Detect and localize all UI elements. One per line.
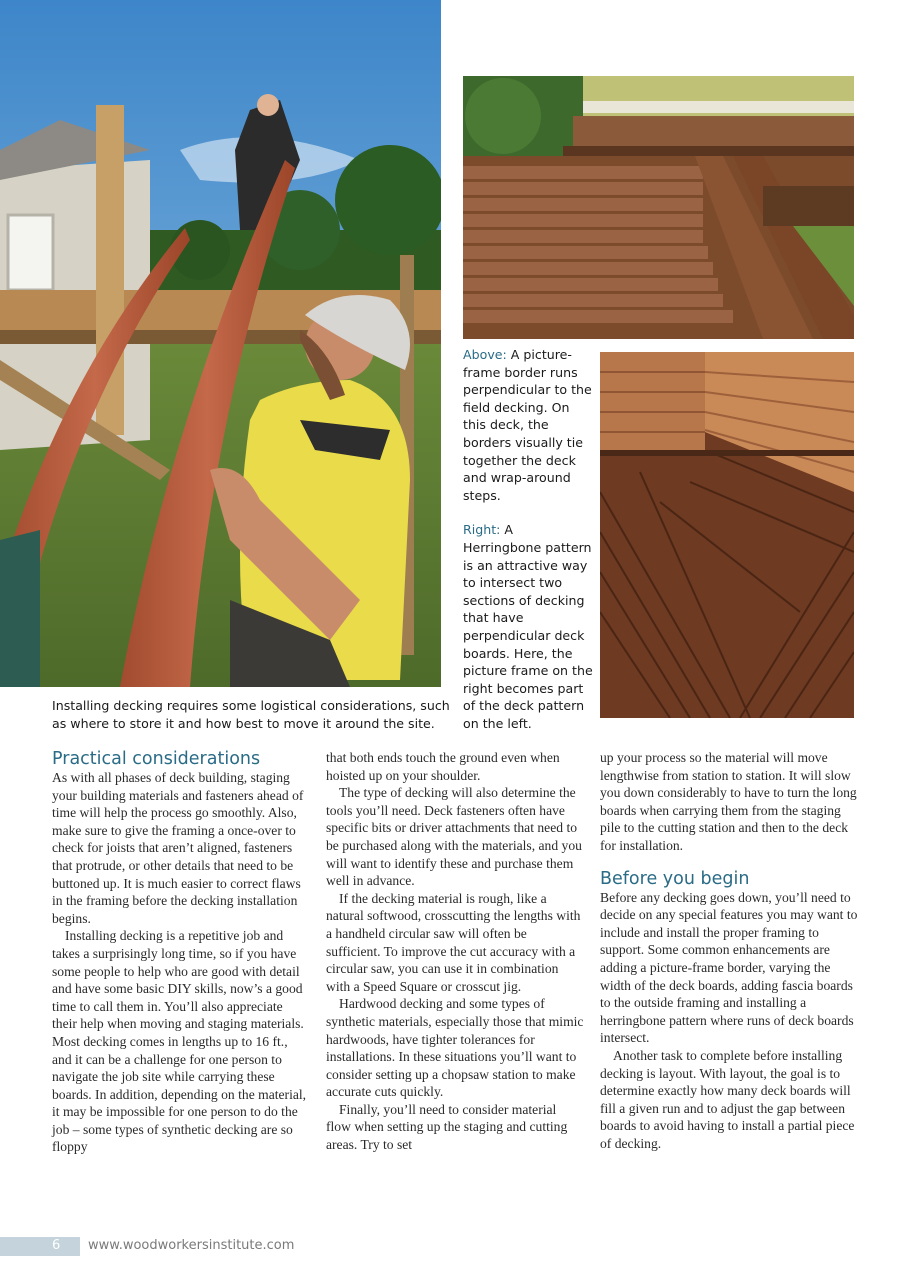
photo-picture-frame-deck [463, 76, 854, 339]
caption-right-lead: Right: [463, 522, 501, 538]
caption-above-lead: Above: [463, 347, 507, 362]
paragraph: Another task to complete before installing decking is layout. With layout, the goal is to determine exactly how many deck boards will fill a given run and to adjust the gap between boards to avoid having to install a partial piece of decking. [600, 1047, 855, 1151]
paragraph: As with all phases of deck building, staging your building materials and fasteners ahead of time will help the process go smoothly. Also, make sure to give the framing a once-over to check for joists that aren’t aligned, fasteners that protrude, or other details that need to be buttoned up. It is much easier to correct flaws in the framing before the decking installation begins. [52, 770, 304, 926]
article-column-3 [600, 749, 858, 1152]
caption-above [463, 346, 595, 504]
caption-right-photo [463, 521, 595, 732]
article-column-2 [326, 749, 584, 1154]
main-photo-caption: Installing decking requires some logistical considerations, such as where to store it and how best to move it around the site. [52, 698, 450, 731]
paragraph: Hardwood decking and some types of synthetic materials, especially those that mimic hardwoods, have tighter tolerances for installations. In these situations you’ll want to consider setting up a chopsaw station to make accurate cuts quickly. [326, 996, 584, 1100]
paragraph: that both ends touch the ground even when hoisted up on your shoulder. [326, 750, 560, 783]
paragraph: Finally, you’ll need to consider material flow when setting up the staging and cutting areas. Try to set [326, 1101, 568, 1153]
footer-page-tab [0, 1237, 80, 1256]
article-column-1 [52, 749, 310, 1156]
heading-practical-considerations: Practical considerations [52, 749, 261, 769]
caption-above-text: A picture-frame border runs perpendicular to the field decking. On this deck, the borders visually tie together the deck and wrap-around steps. [463, 347, 592, 503]
right-photos-caption [463, 346, 595, 732]
paragraph: The type of decking will also determine the tools you’ll need. Deck fasteners often have specific bits or driver attachments that need to be purchased along with the materials, and you will want to identify these and purchase them well in advance. [326, 785, 582, 889]
heading-before-you-begin: Before you begin [600, 868, 750, 889]
photo-herringbone-deck [600, 352, 854, 718]
page-number: 6 [52, 1238, 61, 1253]
paragraph: If the decking material is rough, like a natural softwood, crosscutting the lengths with a handheld circular saw will often be sufficient. To improve the cut accuracy with a circular saw, you can use it in combination with a Speed Square or crosscut jig. [326, 890, 581, 994]
paragraph: Installing decking is a repetitive job and takes a surprisingly long time, so if you have some people to help who are good with detail and have some basic DIY skills, now’s a good time to call them in. You’ll also appreciate their help when moving and staging materials. Most decking comes in lengths up to 16 ft., and it can be a challenge for one person to navigate the job site while carrying these boards. In addition, depending on the material, it may be impossible for one person to do the job – some types of synthetic decking are so floppy [52, 928, 307, 1155]
footer-website-link[interactable]: www.woodworkersinstitute.com [88, 1238, 295, 1253]
paragraph: Before any decking goes down, you’ll need to decide on any special features you may want to include and install the proper framing to support. Some common enhancements are adding a picture-frame border, varying the width of the deck boards, adding fascia boards to the outside framing and installing a herringbone pattern where runs of deck boards intersect. [600, 889, 858, 1046]
caption-right-text: A Herringbone pattern is an attractive way to intersect two sections of decking that have perpendicular deck boards. Here, the picture frame on the right becomes part of the deck pattern on the left. [463, 522, 593, 731]
paragraph: up your process so the material will move lengthwise from station to station. It will slow you down considerably to have to turn the long boards when carrying them from the staging pile to the cutting station and then to the deck for installation. [600, 750, 857, 853]
photo-workers-carrying-boards [0, 0, 441, 687]
